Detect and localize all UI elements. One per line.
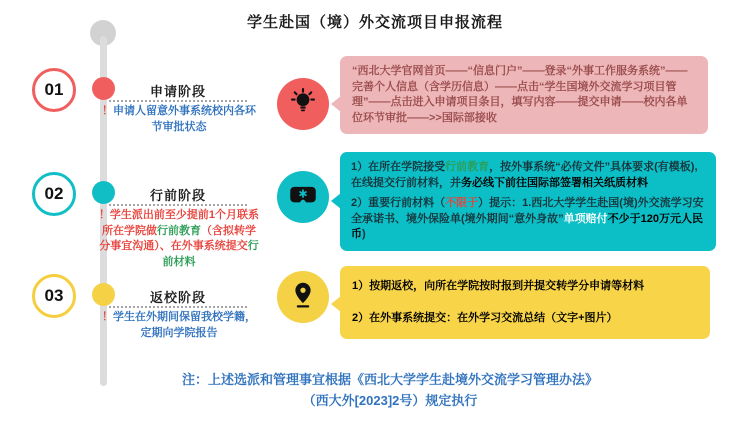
bubble-return-pointer bbox=[331, 296, 341, 312]
stage3-number-badge bbox=[32, 274, 76, 318]
bubble-application-text: “西北大学官网首页——“信息门户”——登录“外事工作服务系统”——完善个人信息（含学历信息）——点击“学生国境外交流学习项目管理”——点击进入申请项目条目，填写内容——提交申请——校内各单位环节审批——>>国际部接收 bbox=[352, 65, 688, 124]
stage1-divider bbox=[109, 100, 247, 102]
stage1-number: 01 bbox=[44, 80, 64, 99]
stage2-number: 02 bbox=[44, 184, 64, 203]
bubble-pre-departure bbox=[340, 152, 716, 251]
bubble-pre-departure-pointer bbox=[331, 193, 341, 209]
footer-note-line2: （西大外[2023]2号）规定执行 bbox=[302, 393, 478, 409]
vr-goggles-icon bbox=[288, 180, 318, 215]
stage1-note: ！申请人留意外事系统校内各环节审批状态 bbox=[102, 105, 256, 133]
location-pin-icon bbox=[288, 280, 318, 315]
bubble-application bbox=[340, 56, 708, 134]
stage3-divider bbox=[109, 306, 247, 308]
bubble-return-item2: 2）在外事系统提交：在外学习交流总结（文字+图片） bbox=[352, 311, 618, 324]
stage2-icon-circle bbox=[277, 171, 329, 223]
stage2-divider bbox=[109, 204, 247, 206]
footer-note-line1: 注：上述选派和管理事宜根据《西北大学学生赴境外交流学习管理办法》 bbox=[181, 372, 598, 387]
stage1-icon-circle bbox=[277, 78, 329, 130]
stage3-icon-circle bbox=[277, 271, 329, 323]
bubble-pre-departure-item2: 2）重要行前材料（不限于）提示：1.西北大学学生赴国(境)外交流学习安全承诺书、境外保险单(境外期间“意外身故”单项赔付不少于120万元人民币) bbox=[351, 197, 704, 241]
bubble-return-item1: 1）按期返校，向所在学院按时报到并提交转学分申请等材料 bbox=[352, 280, 645, 292]
bubble-return bbox=[340, 266, 710, 339]
stage1-name: 申请阶段 bbox=[149, 84, 206, 99]
stage3-note: ！学生在外期间保留我校学籍，定期向学院报告 bbox=[102, 311, 256, 339]
bubble-application-pointer bbox=[331, 96, 341, 112]
stage3-name: 返校阶段 bbox=[149, 290, 206, 305]
page-title: 学生赴国（境）外交流项目申报流程 bbox=[246, 14, 503, 31]
bubble-pre-departure-item1: 1）在所在学院接受行前教育，按外事系统“必传文件”具体要求(有模板),在线提交行前材料，并务必线下前往国际部签署相关纸质材料 bbox=[351, 161, 698, 189]
stage3-number: 03 bbox=[44, 286, 64, 305]
lightbulb-icon bbox=[288, 87, 318, 122]
footer-note bbox=[40, 369, 740, 412]
stage2-number-badge bbox=[32, 172, 76, 216]
stage2-note: ！学生派出前至少提前1个月联系所在学院做行前教育（含拟转学分事宜沟通）、在外事系统提交行前材料 bbox=[98, 209, 260, 268]
stage2-name: 行前阶段 bbox=[149, 188, 206, 203]
stage1-number-badge bbox=[32, 68, 76, 112]
